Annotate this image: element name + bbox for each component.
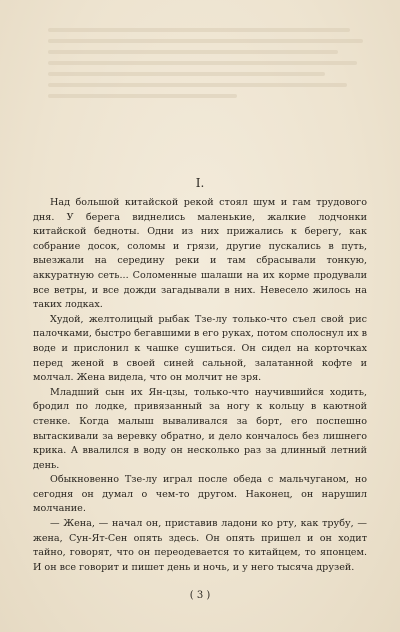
body-text bbox=[33, 196, 367, 575]
paragraph-2: Худой, желтолицый рыбак Тзе-лу только-что съел свой рис палочками, быстро бегавшими в его руках, потом сполоснул их в воде и прислонил к чашке сушиться. Он сидел на корточках перед женой в своей синей сальной, залатанной кофте и молчал. Жена видела, что он молчит не зря. bbox=[33, 313, 367, 384]
bleed-through-text bbox=[48, 28, 363, 105]
chapter-number: I. bbox=[195, 176, 205, 190]
paragraph-5: — Жена, — начал он, приставив ладони ко рту, как трубу, — жена, Сун-Ят-Сен опять здесь. Он опять пришел и он ходит тайно, говорят, что он переодевается то китайцем, то японцем. И он все говорит и пишет день и ночь, и у него тысяча друзей. bbox=[33, 518, 367, 573]
paragraph-4: Обыкновенно Тзе-лу играл после обеда с мальчуганом, но сегодня он думал о чем-то другом. Наконец, он нарушил молчание. bbox=[33, 474, 367, 515]
paragraph-1: Над большой китайской рекой стоял шум и гам трудового дня. У берега виднелись маленькие, жалкие лодчонки китайской бедноты. Одни из них прижались к берегу, как собрание досок, соломы и грязи, другие пускались в путь, выезжали на середину реки и там сбрасывали тонкую, аккуратную сеть... Соломенные шалаши на их корме продували все ветры, и все дожди загадывали в них. Невесело жилось на таких лодках. bbox=[33, 197, 367, 311]
page-number: ( 3 ) bbox=[189, 590, 211, 601]
paragraph-3: Младший сын их Ян-цзы, только-что научившийся ходить, бродил по лодке, привязанный за ногу к кольцу в каютной стенке. Когда малыш вываливался за борт, его поспешно вытаскивали за веревку обратно, и дело кончалось без лишнего крика. А ввалился в воду он несколько раз за длинный летний день. bbox=[33, 386, 367, 471]
